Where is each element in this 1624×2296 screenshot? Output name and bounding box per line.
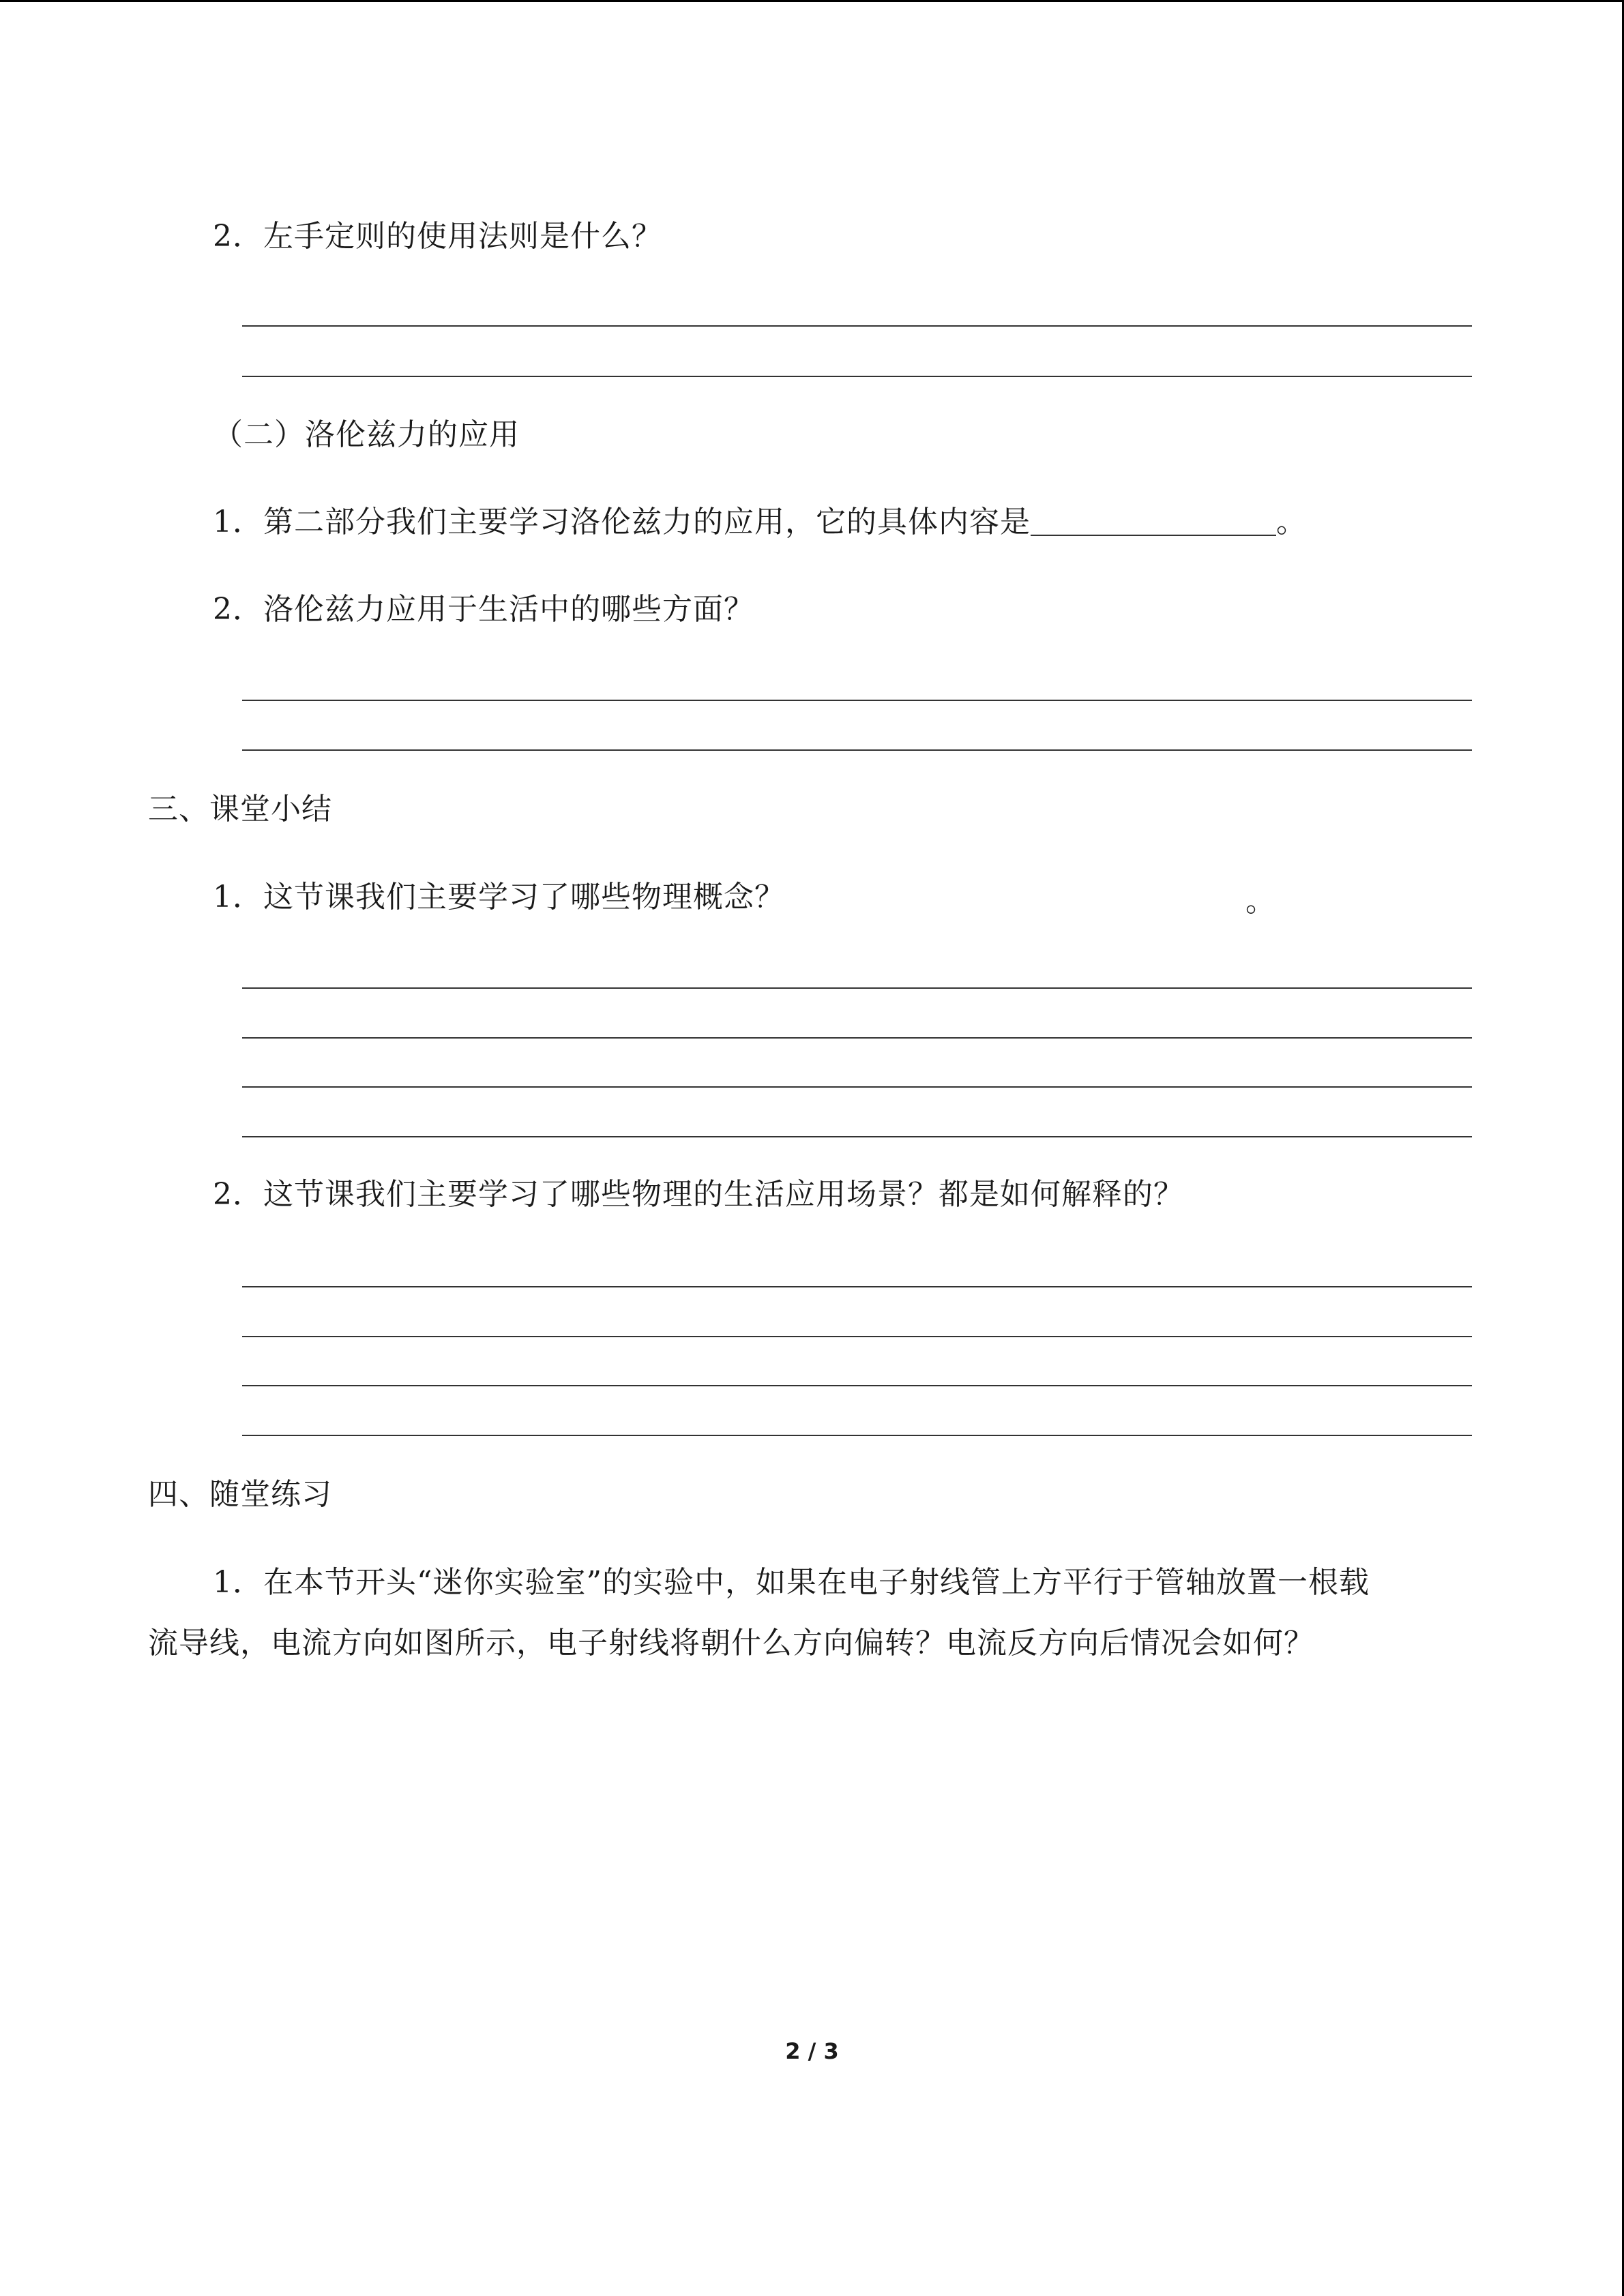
section-heading-summary: 三、课堂小结 [148,792,332,826]
practice-question-line-2: 流导线，电流方向如图所示，电子射线将朝什么方向偏转？电流反方向后情况会如何？ [148,1626,1314,1660]
answer-line [242,325,1472,327]
answer-line [242,749,1472,751]
practice-question-line-1: 1．在本节开头“迷你实验室”的实验中，如果在电子射线管上方平行于管轴放置一根载 [213,1565,1370,1600]
section-heading-practice: 四、随堂练习 [148,1477,332,1512]
answer-line [242,1385,1472,1386]
answer-line [242,700,1472,701]
question-life-aspects: 2．洛伦兹力应用于生活中的哪些方面？ [213,592,754,627]
page-number: 2 / 3 [785,2038,839,2064]
answer-line [242,1286,1472,1287]
question-life-scenes: 2．这节课我们主要学习了哪些物理的生活应用场景？都是如何解释的？ [213,1177,1184,1212]
answer-line [242,987,1472,989]
question-part2-content [213,502,1307,543]
question-left-hand-rule: 2．左手定则的使用法则是什么？ [213,219,662,254]
question-concepts-period: 。 [1245,884,1276,919]
answer-line [242,1336,1472,1337]
page-top-border [0,0,1624,2]
answer-line [242,1435,1472,1436]
answer-line [242,1136,1472,1137]
question-part2-text: 1．第二部分我们主要学习洛伦兹力的应用，它的具体内容是 [213,505,1031,539]
answer-line [242,1086,1472,1088]
fill-in-blank [1031,507,1276,536]
section-heading-lorentz-application: （二）洛伦兹力的应用 [213,417,520,452]
answer-line [242,1037,1472,1039]
answer-line [242,376,1472,377]
question-concepts: 1．这节课我们主要学习了哪些物理概念？ [213,880,785,914]
question-part2-period: 。 [1276,505,1307,539]
